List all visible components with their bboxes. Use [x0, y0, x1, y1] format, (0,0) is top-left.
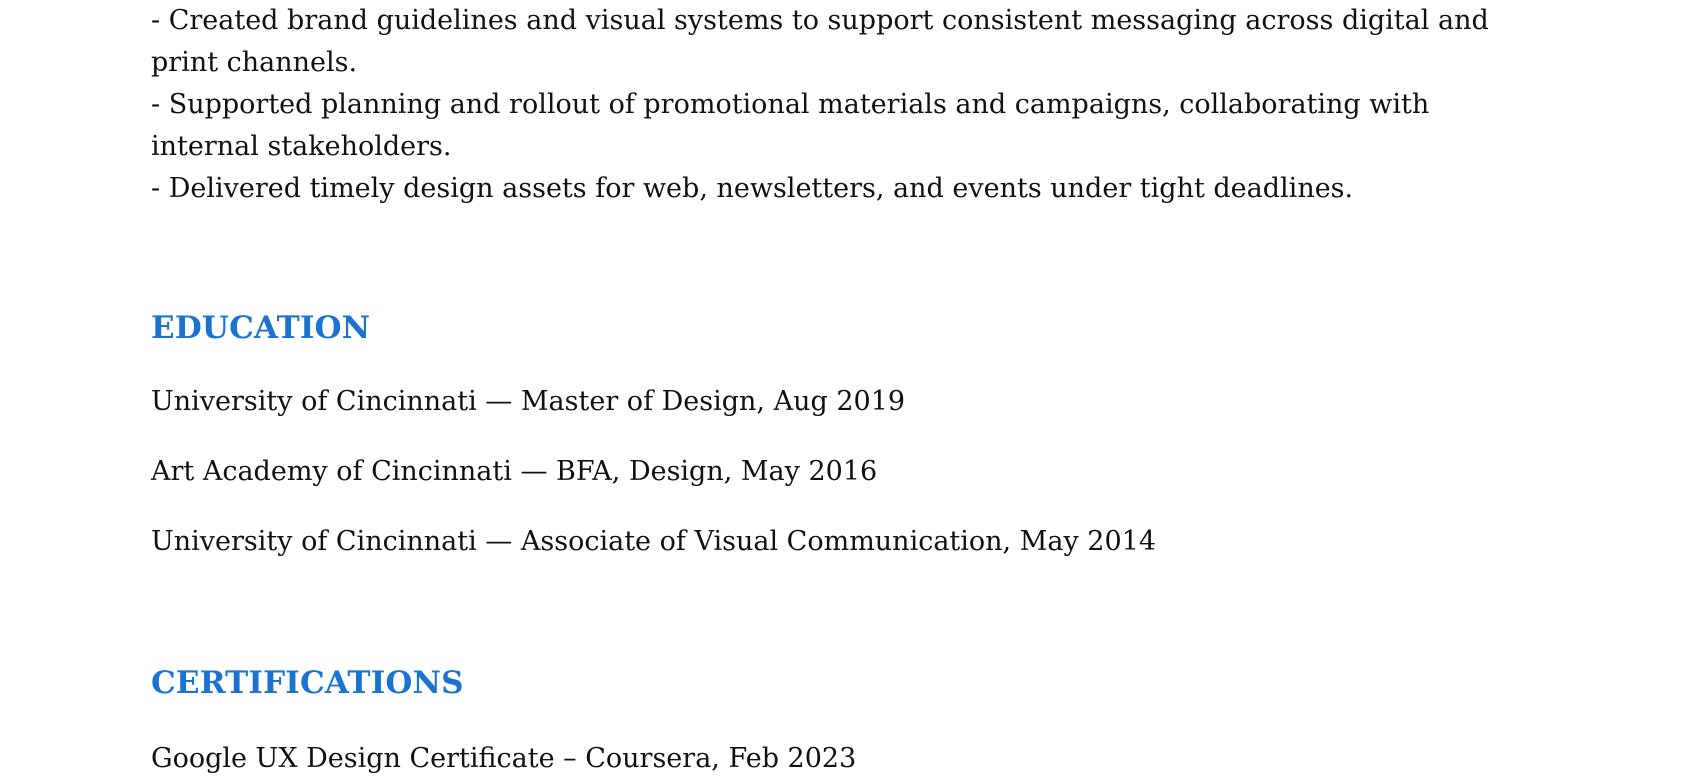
education-entry: University of Cincinnati — Associate of Visual Communication, May 2014 [151, 526, 1157, 557]
experience-bullet: - Delivered timely design assets for web, newsletters, and events under tight deadlines. [151, 173, 1354, 204]
experience-bullet: - Supported planning and rollout of promotional materials and campaigns, collaborating with internal stakeholders. [151, 89, 1430, 162]
experience-bullets [151, 0, 1511, 210]
education-entry: Art Academy of Cincinnati — BFA, Design, May 2016 [151, 456, 878, 487]
certifications-heading: CERTIFICATIONS [151, 665, 464, 701]
education-entry: University of Cincinnati — Master of Design, Aug 2019 [151, 386, 906, 417]
certification-entry: Google UX Design Certificate – Coursera, Feb 2023 [151, 743, 857, 774]
education-heading: EDUCATION [151, 310, 371, 346]
experience-bullet: - Created brand guidelines and visual systems to support consistent messaging across digital and print channels. [151, 5, 1489, 78]
